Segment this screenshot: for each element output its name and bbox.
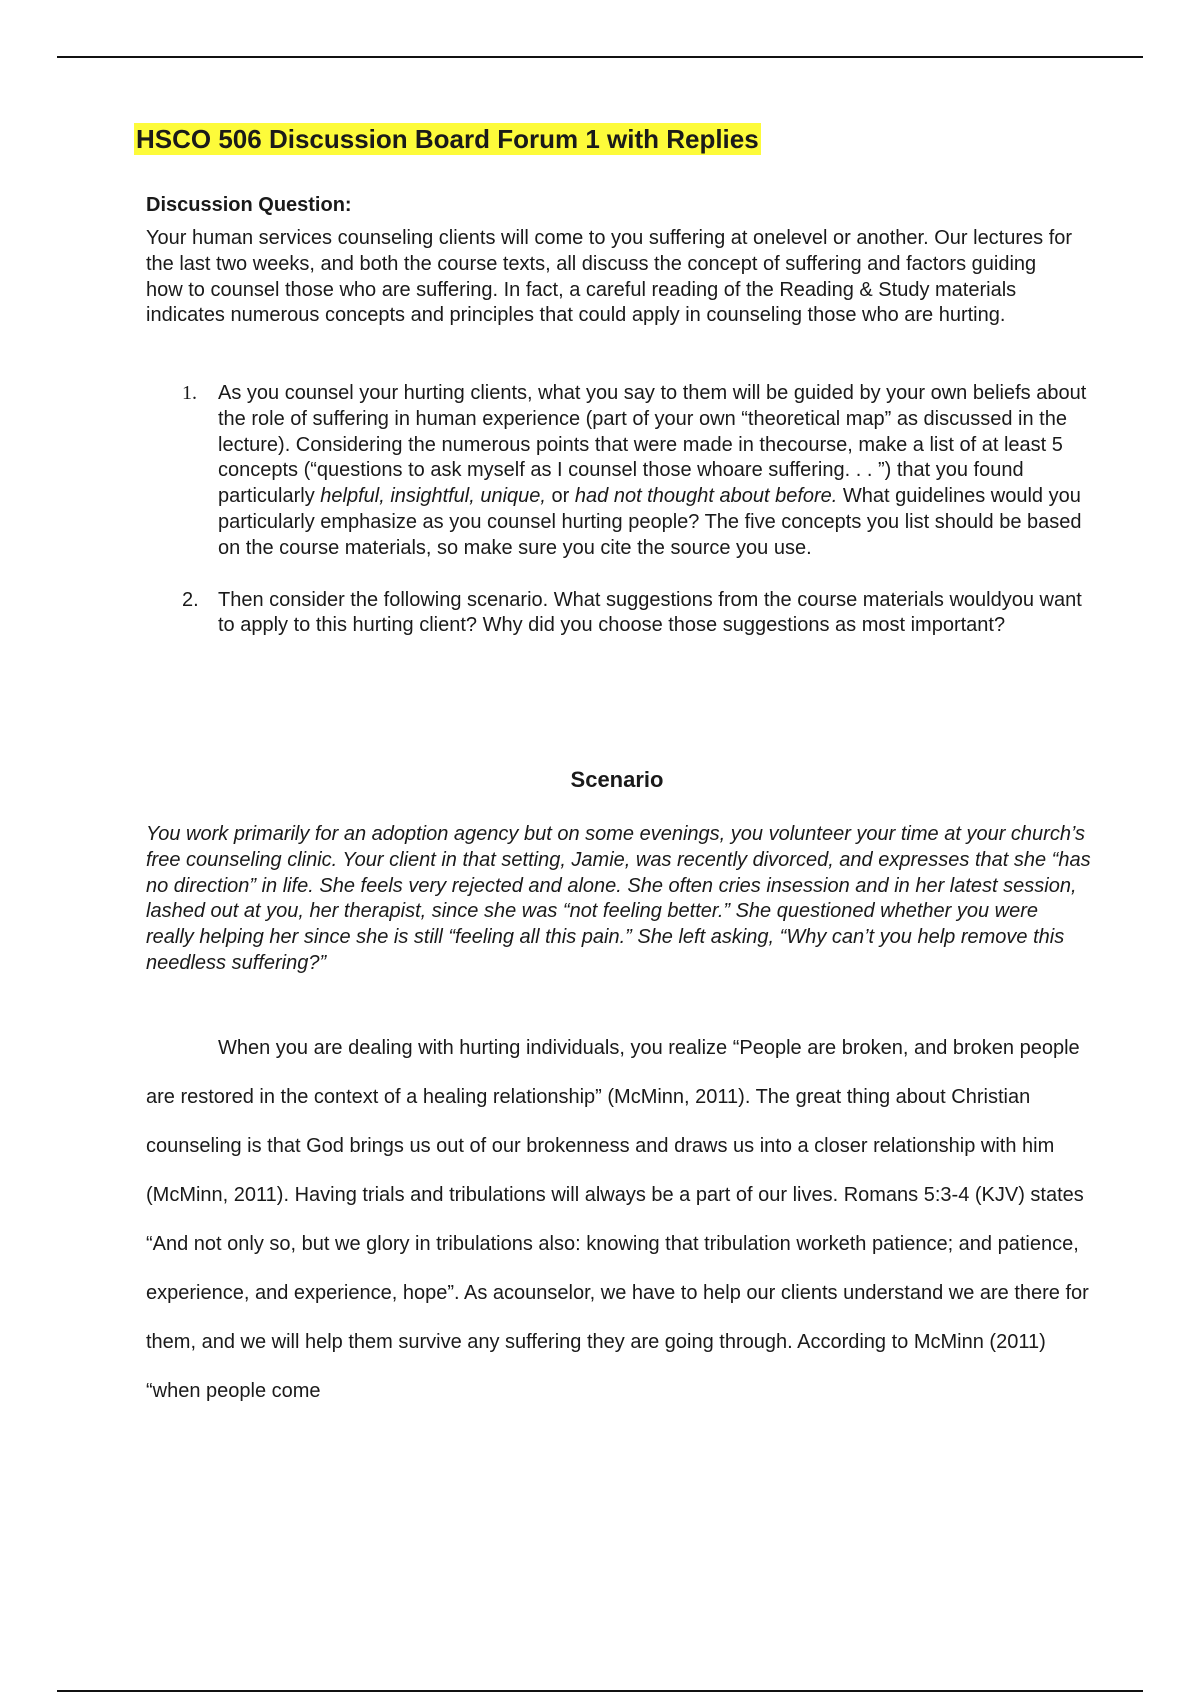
question-item-1 bbox=[146, 381, 1096, 562]
reply-paragraph: When you are dealing with hurting individuals, you realize “People are broken, and broken people are restored in the context of a healing relationship” (McMinn, 2011). The great thing about Christian counseling is that God brings us out of our brokenness and draws us into a closer relationship with him (McMinn, 2011). Having trials and tribulations will always be a part of our lives. Romans 5:3-4 (KJV) states “And not only so, but we glory in tribulations also: knowing that tribulation worketh patience; and patience, experience, and experience, hope”. As acounselor, we have to help our clients understand we are there for them, and we will help them survive any suffering they are going through. According to McMinn (2011) “when people come bbox=[146, 1037, 1089, 1402]
scenario-heading: Scenario bbox=[570, 767, 664, 792]
title-highlight: HSCO 506 Discussion Board Forum 1 with Replies bbox=[136, 124, 759, 154]
question-1-italic-2: had not thought about before. bbox=[574, 485, 838, 508]
discussion-question-heading: Discussion Question: bbox=[146, 194, 352, 216]
question-1-text-after: What guidelines would you particularly emphasize as you counsel hurting people? The five concepts you list should be based on the course materials, so make sure you cite the source you use. bbox=[218, 485, 1082, 559]
question-list bbox=[146, 381, 1096, 639]
question-1-italic-1: helpful, insightful, unique, bbox=[320, 485, 546, 508]
question-number-2: 2. bbox=[182, 588, 199, 611]
question-1-text-before: As you counsel your hurting clients, what you say to them will be guided by your own beliefs about the role of suffering in human experience (part of your own “theoretical map” as discussed in the lecture). Considering the numerous points that were made in thecourse, make a list of at least 5 concepts (“questions to ask myself as I counsel those whoare suffering. . . ”) that you found particularly bbox=[218, 382, 1087, 508]
intro-paragraph: Your human services counseling clients will come to you suffering at onelevel or another. Our lectures for the last two weeks, and both the course texts, all discuss the concept of suffering and factors guiding how to counsel those who are suffering. In fact, a careful reading of the Reading & Study materials indicates numerous concepts and principles that could apply in counseling those who are hurting. bbox=[146, 227, 1073, 327]
question-number-1: 1. bbox=[182, 382, 197, 404]
question-item-2 bbox=[146, 588, 1096, 640]
top-divider bbox=[57, 56, 1143, 58]
scenario-paragraph: You work primarily for an adoption agency but on some evenings, you volunteer your time at your church’s free counseling clinic. Your client in that setting, Jamie, was recently divorced, and expresses that she “has no direction” in life. She feels very rejected and alone. She often cries insession and in her latest session, lashed out at you, her therapist, since she was “not feeling better.” She questioned whether you were really helping her since she is still “feeling all this pain.” She left asking, “Why can’t you help remove this needless suffering?” bbox=[146, 823, 1091, 974]
question-1-or: or bbox=[545, 485, 575, 508]
question-2-text: Then consider the following scenario. What suggestions from the course materials wouldyou want to apply to this hurting client? Why did you choose those suggestions as most important? bbox=[218, 588, 1082, 637]
document-title bbox=[134, 120, 761, 158]
bottom-divider bbox=[57, 1690, 1143, 1692]
